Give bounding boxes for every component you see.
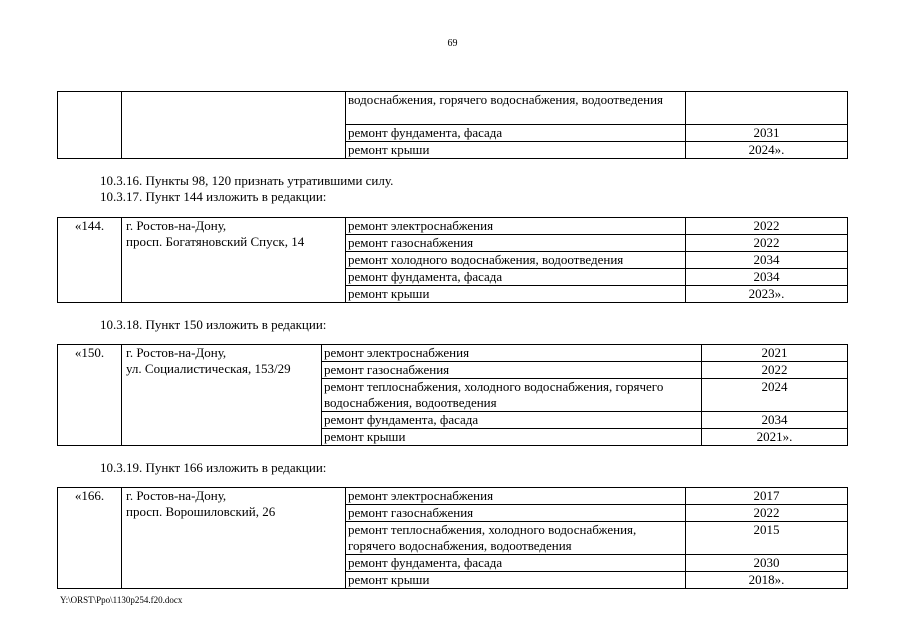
address-line: г. Ростов-на-Дону, xyxy=(126,218,227,233)
address-line: просп. Богатяновский Спуск, 14 xyxy=(126,234,305,249)
paragraph-10-3-18: 10.3.18. Пункт 150 изложить в редакции: xyxy=(100,317,327,332)
year-cell: 2034 xyxy=(702,412,848,429)
work-cell: ремонт фундамента, фасада xyxy=(346,125,686,142)
work-cell: ремонт фундамента, фасада xyxy=(322,412,702,429)
paragraph-10-3-19: 10.3.19. Пункт 166 изложить в редакции: xyxy=(100,460,327,475)
work-cell: ремонт крыши xyxy=(346,572,686,589)
year-cell: 2034 xyxy=(686,252,848,269)
work-cell: ремонт холодного водоснабжения, водоотведения xyxy=(346,252,686,269)
year-cell: 2018». xyxy=(686,572,848,589)
work-cell: водоснабжения, горячего водоснабжения, водоотведения xyxy=(346,92,686,125)
address-cell xyxy=(122,488,346,589)
year-cell: 2021 xyxy=(702,345,848,362)
work-cell: ремонт теплоснабжения, холодного водоснабжения, горячего водоснабжения, водоотведения xyxy=(346,522,686,555)
paragraph-10-3-16: 10.3.16. Пункты 98, 120 признать утратившими силу. xyxy=(100,173,394,188)
page-number: 69 xyxy=(447,38,458,49)
year-cell: 2017 xyxy=(686,488,848,505)
table-row xyxy=(58,218,848,235)
work-cell: ремонт крыши xyxy=(346,142,686,159)
year-cell: 2023». xyxy=(686,286,848,303)
table-item-150 xyxy=(57,344,848,446)
work-cell: ремонт газоснабжения xyxy=(346,235,686,252)
address-cell xyxy=(122,92,346,159)
year-cell: 2021». xyxy=(702,429,848,446)
number-cell: «144. xyxy=(58,218,122,303)
work-cell: ремонт крыши xyxy=(346,286,686,303)
work-cell: ремонт крыши xyxy=(322,429,702,446)
year-cell xyxy=(686,92,848,125)
table-item-144 xyxy=(57,217,848,303)
work-cell: ремонт электроснабжения xyxy=(346,218,686,235)
address-line: ул. Социалистическая, 153/29 xyxy=(126,361,291,376)
year-cell: 2022 xyxy=(686,505,848,522)
year-cell: 2022 xyxy=(702,362,848,379)
table-row xyxy=(58,488,848,505)
table-continuation xyxy=(57,91,848,159)
work-cell: ремонт фундамента, фасада xyxy=(346,269,686,286)
work-cell: ремонт фундамента, фасада xyxy=(346,555,686,572)
number-cell: «150. xyxy=(58,345,122,446)
table-row xyxy=(58,92,848,125)
work-cell: ремонт электроснабжения xyxy=(322,345,702,362)
footer-file-path: Y:\ORST\Ppo\1130p254.f20.docx xyxy=(60,595,183,605)
work-cell: ремонт электроснабжения xyxy=(346,488,686,505)
paragraph-10-3-17: 10.3.17. Пункт 144 изложить в редакции: xyxy=(100,189,327,204)
work-cell: ремонт газоснабжения xyxy=(346,505,686,522)
number-cell xyxy=(58,92,122,159)
address-cell xyxy=(122,218,346,303)
address-line: просп. Ворошиловский, 26 xyxy=(126,504,276,519)
year-cell: 2030 xyxy=(686,555,848,572)
table-row xyxy=(58,345,848,362)
address-cell xyxy=(122,345,322,446)
address-line: г. Ростов-на-Дону, xyxy=(126,488,227,503)
year-cell: 2024 xyxy=(702,379,848,412)
address-line: г. Ростов-на-Дону, xyxy=(126,345,227,360)
table-item-166 xyxy=(57,487,848,589)
year-cell: 2015 xyxy=(686,522,848,555)
number-cell: «166. xyxy=(58,488,122,589)
year-cell: 2034 xyxy=(686,269,848,286)
work-cell: ремонт теплоснабжения, холодного водоснабжения, горячего водоснабжения, водоотведения xyxy=(322,379,702,412)
year-cell: 2022 xyxy=(686,235,848,252)
year-cell: 2024». xyxy=(686,142,848,159)
year-cell: 2022 xyxy=(686,218,848,235)
work-cell: ремонт газоснабжения xyxy=(322,362,702,379)
year-cell: 2031 xyxy=(686,125,848,142)
